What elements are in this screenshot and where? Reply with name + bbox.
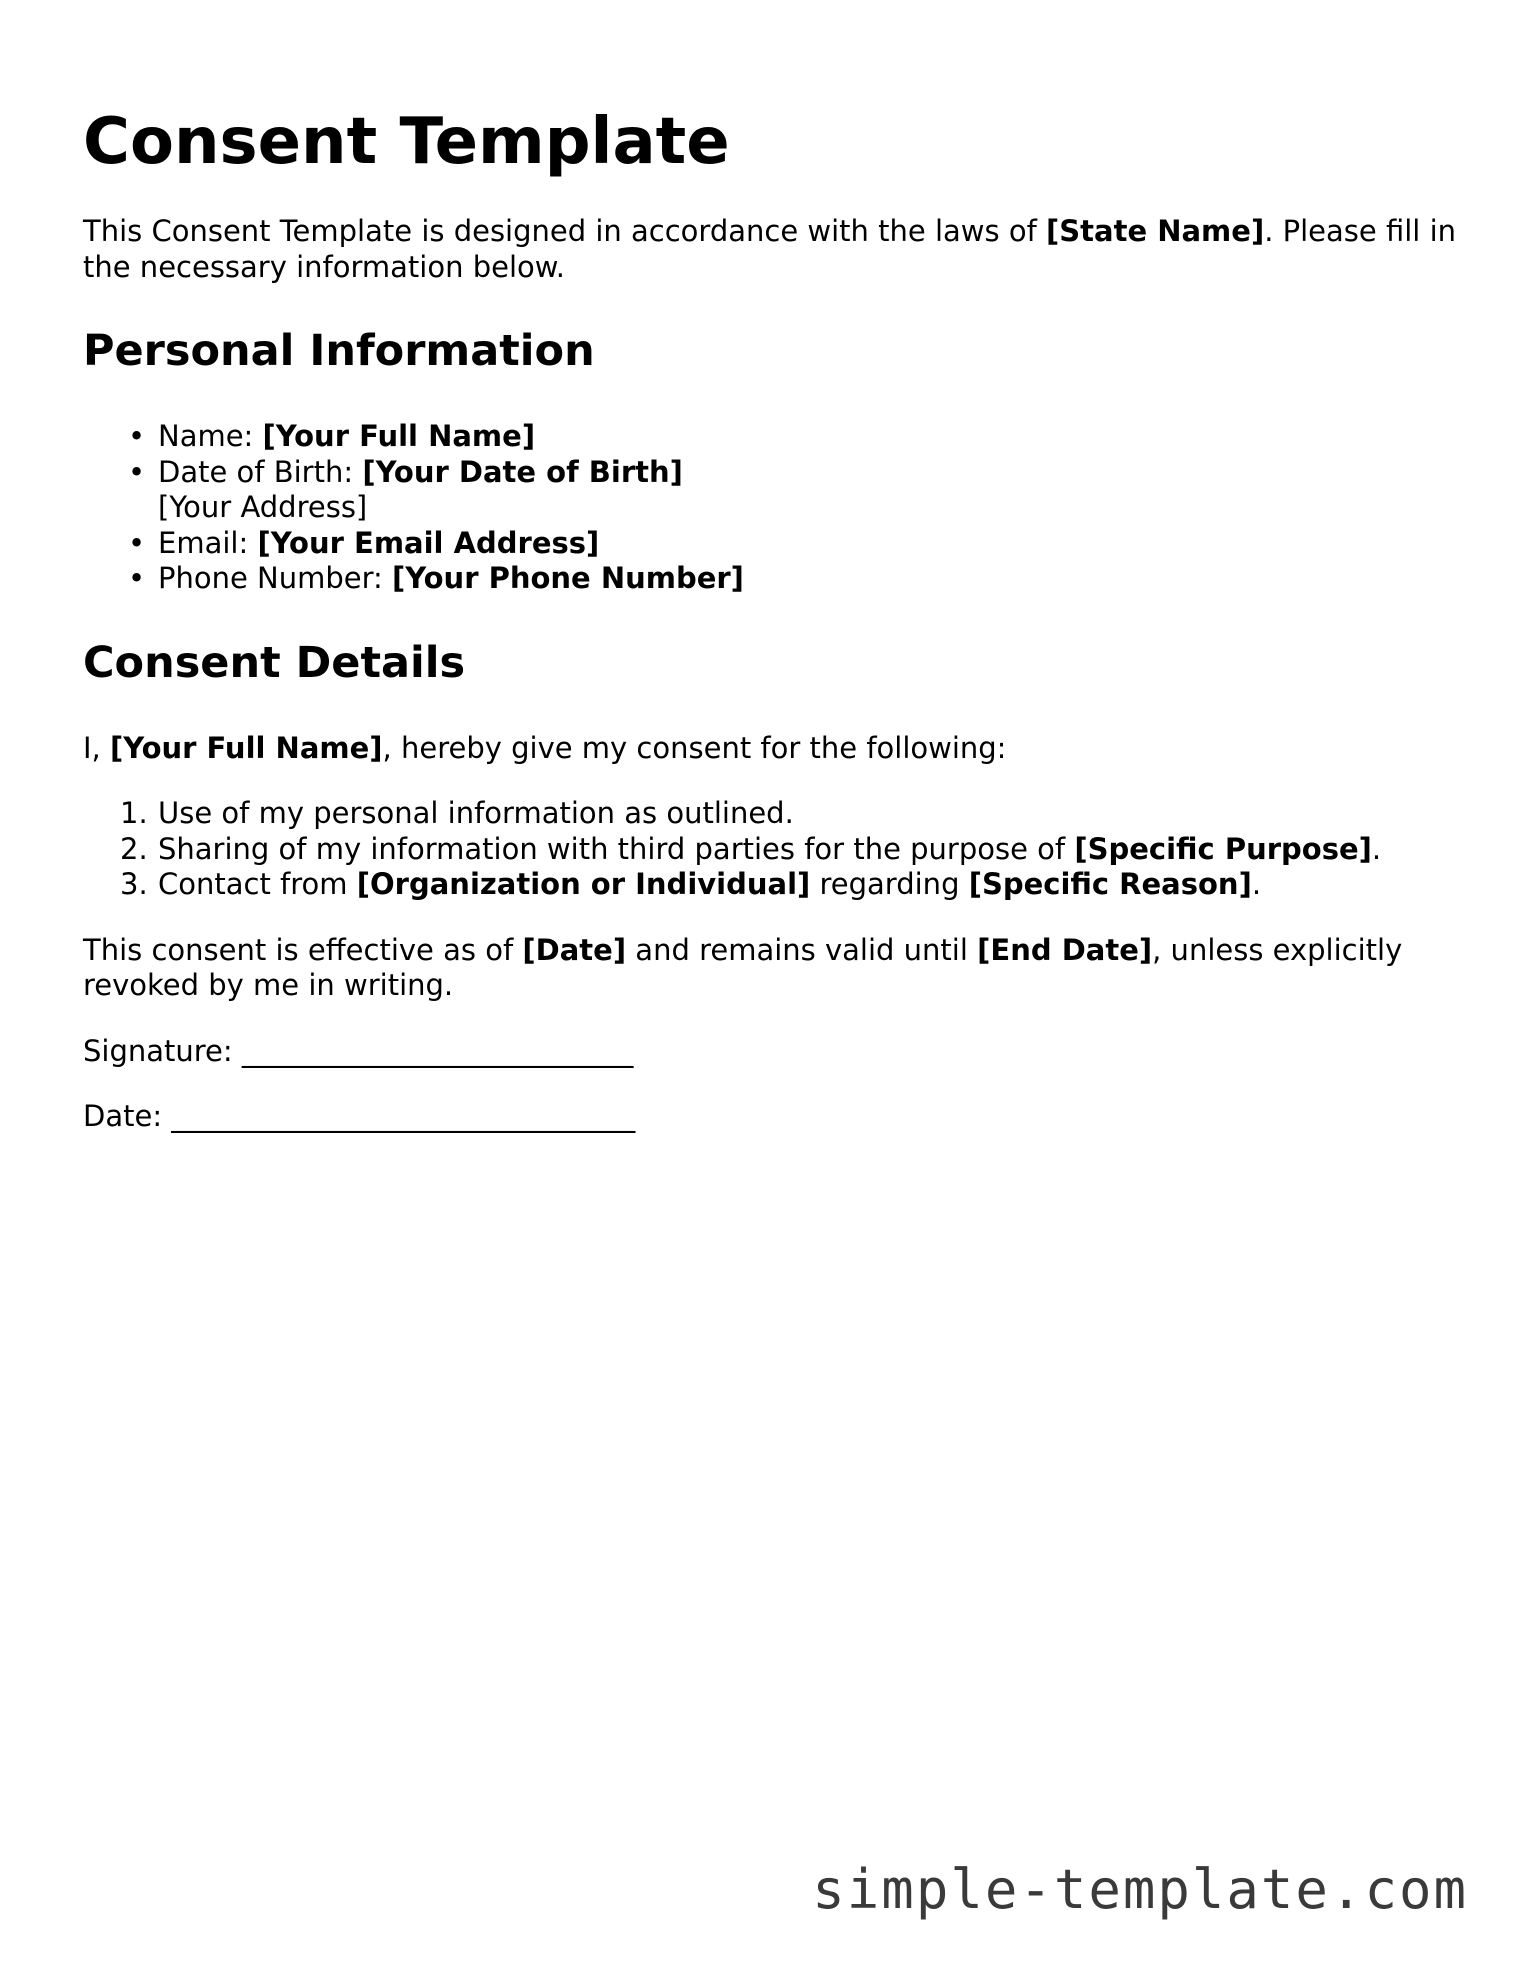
- email-placeholder: [Your Email Address]: [257, 525, 600, 560]
- name-placeholder: [Your Full Name]: [262, 419, 536, 453]
- phone-placeholder: [Your Phone Number]: [392, 561, 744, 595]
- dob-placeholder: [Your Date of Birth]: [362, 454, 683, 489]
- consent-list: [83, 796, 1463, 903]
- effective-text-before: This consent is effective as of: [83, 932, 523, 967]
- list-number: 3.: [120, 867, 148, 901]
- document-page: [83, 100, 1463, 1135]
- intro-text-before: This Consent Template is designed in accordance with the laws of: [83, 214, 1047, 248]
- dob-label: Date of Birth:: [158, 454, 363, 489]
- bullet-icon: •: [128, 419, 146, 453]
- list-number: 1.: [120, 796, 148, 830]
- full-name-placeholder: [Your Full Name]: [110, 730, 383, 765]
- organization-placeholder: [Organization or Individual]: [356, 867, 811, 901]
- state-name-placeholder: [State Name]: [1046, 214, 1265, 248]
- email-label: Email:: [158, 525, 258, 560]
- name-label: Name:: [158, 419, 263, 453]
- specific-reason-placeholder: [Specific Reason]: [968, 867, 1252, 901]
- consent-item-text-middle: regarding: [810, 867, 969, 901]
- consent-item-text: Use of my personal information as outlined.: [158, 796, 794, 830]
- effective-text-middle: and remains valid until: [626, 932, 978, 967]
- signature-line: Signature: ___________________________: [83, 1033, 634, 1068]
- bullet-icon: •: [128, 454, 146, 489]
- intro-paragraph: [83, 214, 1463, 285]
- list-item-dob: [128, 454, 1463, 526]
- list-item-phone: [128, 561, 1463, 597]
- bullet-icon: •: [128, 525, 146, 560]
- bullet-icon: •: [128, 561, 146, 595]
- list-number: 2.: [120, 831, 148, 866]
- end-date-placeholder: [End Date]: [977, 932, 1153, 967]
- effective-paragraph: [83, 933, 1463, 1004]
- page-title: Consent Template: [83, 105, 730, 179]
- personal-information-heading: Personal Information: [83, 326, 595, 376]
- consent-details-heading: Consent Details: [83, 637, 466, 688]
- address-placeholder: [Your Address]: [158, 490, 368, 524]
- intro-text-after: . Please fill in the necessary information below.: [83, 214, 1457, 284]
- consent-item-text: Sharing of my information with third parties for the purpose of: [158, 831, 1075, 866]
- watermark-text: simple-template.com: [812, 1858, 1468, 1921]
- personal-information-list: [83, 419, 1463, 597]
- consent-intro-paragraph: [83, 731, 1463, 767]
- phone-label: Phone Number:: [158, 561, 393, 595]
- date-placeholder: [Date]: [522, 932, 627, 967]
- consent-intro-before: I,: [83, 730, 110, 765]
- consent-item-1: [120, 796, 1463, 832]
- consent-item-3: [120, 867, 1463, 903]
- consent-item-text: Contact from: [158, 867, 357, 901]
- list-item-email: [128, 525, 1463, 562]
- consent-intro-after: , hereby give my consent for the following:: [382, 730, 1007, 765]
- specific-purpose-placeholder: [Specific Purpose]: [1074, 831, 1372, 866]
- date-line: Date: ________________________________: [83, 1099, 636, 1133]
- consent-item-text-after: .: [1251, 867, 1262, 901]
- consent-item-2: [120, 831, 1463, 868]
- list-item-name: [128, 419, 1463, 455]
- consent-item-text-after: .: [1371, 831, 1382, 866]
- effective-text-after: , unless explicitly revoked by me in writing.: [83, 932, 1403, 1002]
